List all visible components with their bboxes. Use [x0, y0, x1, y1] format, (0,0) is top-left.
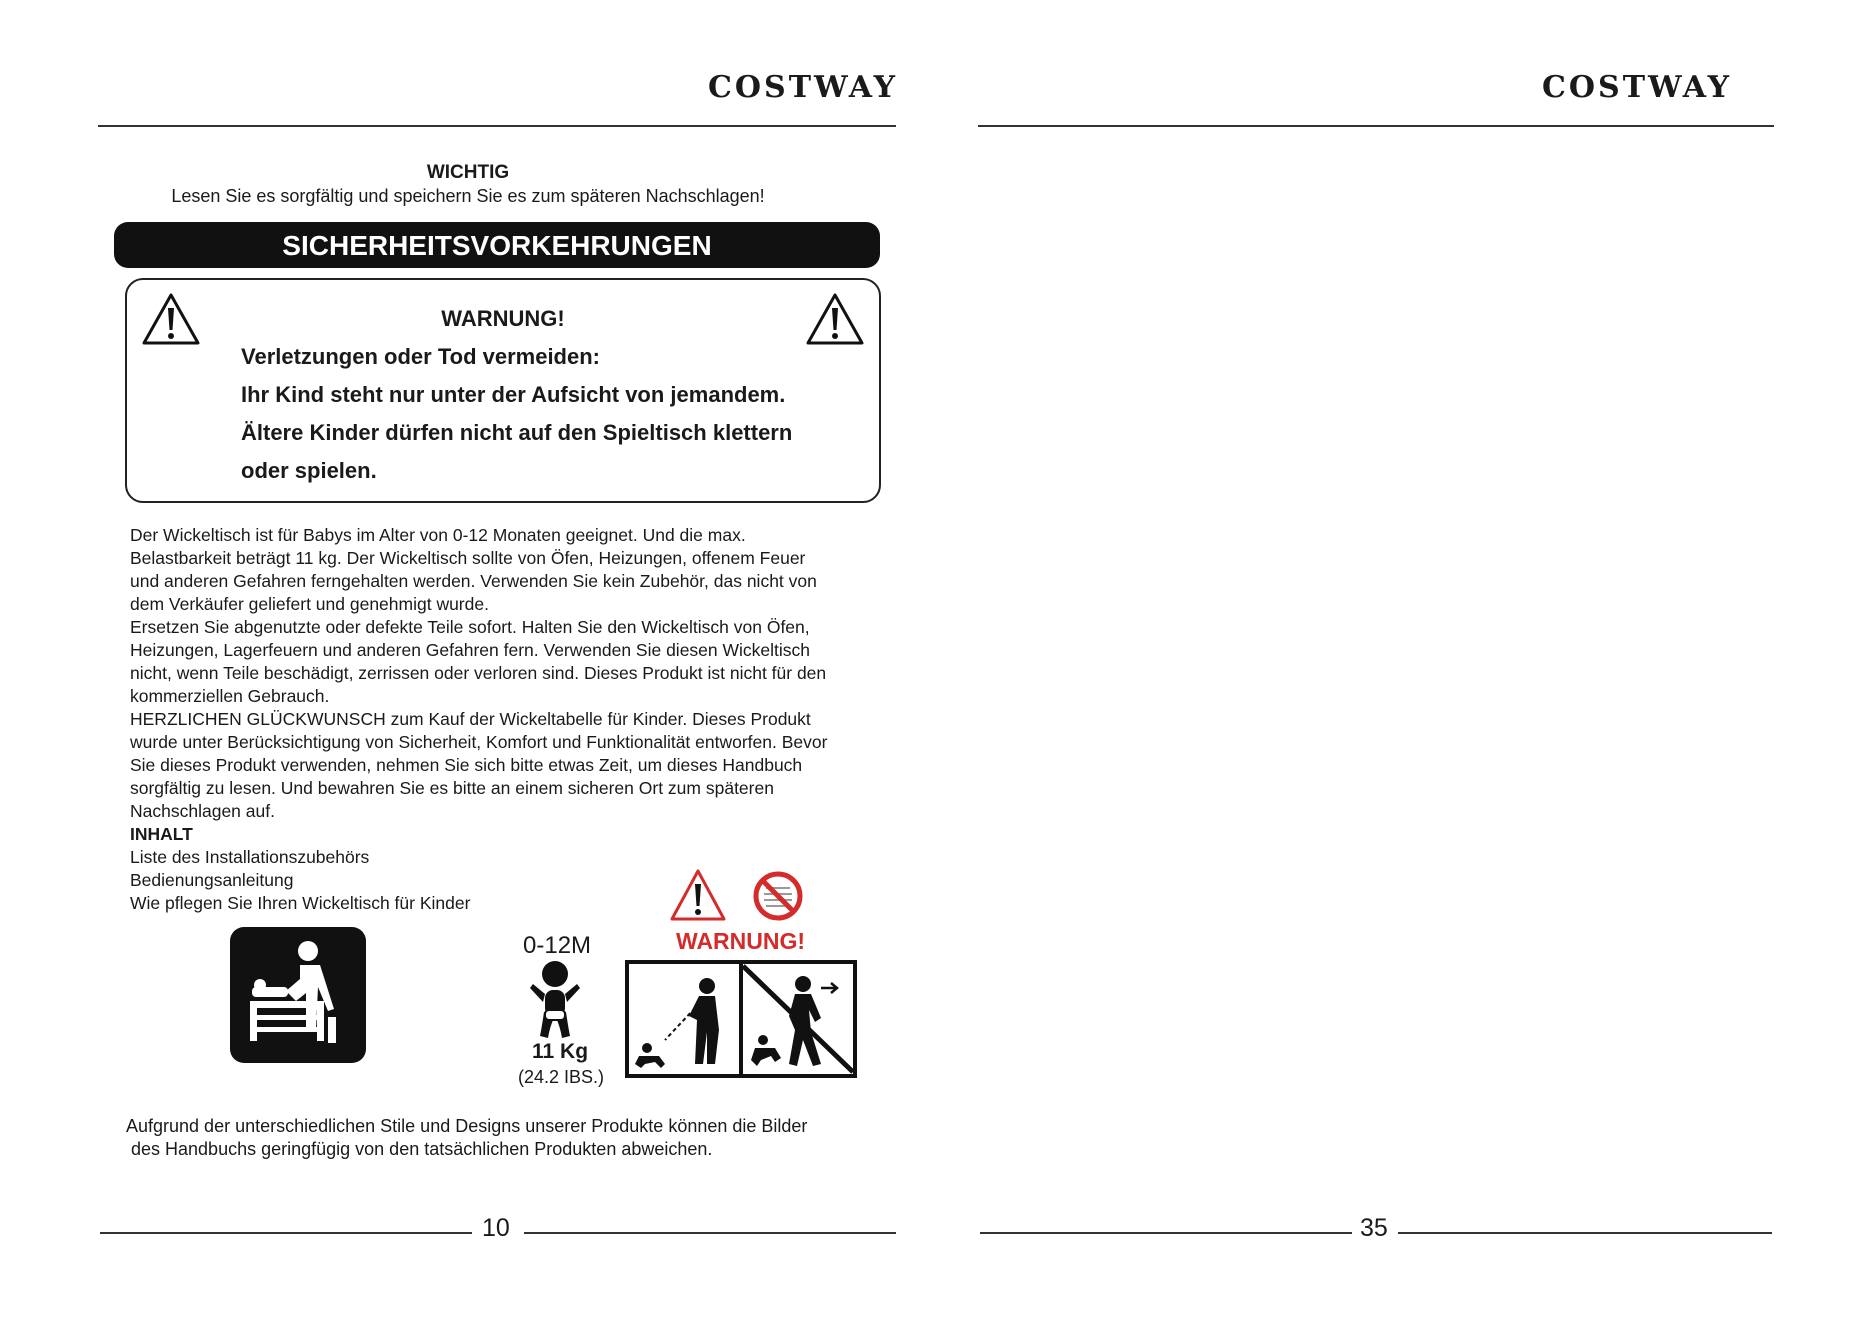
disclaimer-line: des Handbuchs geringfügig von den tatsächlichen Produkten abweichen. — [126, 1139, 713, 1159]
prohibition-icon — [756, 874, 800, 918]
warning-line: Verletzungen oder Tod vermeiden: — [241, 344, 600, 369]
intro-text: Lesen Sie es sorgfältig und speichern Sie es zum späteren Nachschlagen! — [171, 186, 765, 206]
disclaimer — [126, 1115, 807, 1161]
age-range-label: 0-12M — [523, 932, 592, 959]
warning-triangle-icon — [672, 871, 724, 919]
contents-item: Wie pflegen Sie Ihren Wickeltisch für Kinder — [130, 893, 471, 913]
contents-item: Liste des Installationszubehörs — [130, 847, 370, 867]
warning-line: Ihr Kind steht nur unter der Aufsicht von jemandem. — [241, 382, 786, 407]
body-line: sorgfältig zu lesen. Und bewahren Sie es bitte an einem sicheren Ort zum späteren — [130, 778, 774, 798]
warning-line: Ältere Kinder dürfen nicht auf den Spieltisch klettern — [241, 420, 793, 445]
contents-title: INHALT — [130, 824, 193, 844]
warning-box — [125, 278, 881, 503]
body-line: Belastbarkeit beträgt 11 kg. Der Wickeltisch sollte von Öfen, Heizungen, offenem Feuer — [130, 548, 806, 568]
body-line: Heizungen, Lagerfeuern und anderen Gefahren fern. Verwenden Sie diesen Wickeltisch — [130, 640, 811, 660]
right-page — [880, 0, 1816, 1324]
baby-icon — [530, 960, 580, 1042]
body-line: nicht, wenn Teile beschädigt, zerrissen oder verloren sind. Dieses Produkt ist nicht für den — [130, 663, 827, 683]
page-number: 10 — [482, 1214, 510, 1242]
footer-rule — [1398, 1232, 1772, 1234]
contents-item: Bedienungsanleitung — [130, 870, 294, 890]
footer-rule — [100, 1232, 472, 1234]
max-weight-lbs: (24.2 IBS.) — [518, 1067, 605, 1087]
disclaimer-line: Aufgrund der unterschiedlichen Stile und Designs unserer Produkte können die Bilder — [126, 1116, 808, 1136]
body-line: Nachschlagen auf. — [130, 801, 275, 821]
supervision-warning-pictogram — [625, 960, 857, 1078]
max-weight-kg: 11 Kg — [532, 1040, 589, 1063]
footer-rule — [980, 1232, 1352, 1234]
body-line: Sie dieses Produkt verwenden, nehmen Sie sich bitte etwas Zeit, um dieses Handbuch — [130, 755, 803, 775]
body-line: wurde unter Berücksichtigung von Sicherheit, Komfort und Funktionalität entworfen. Bevor — [130, 732, 828, 752]
body-line: dem Verkäufer geliefert und genehmigt wurde. — [130, 594, 489, 614]
brand-logo: COSTWAY — [708, 70, 898, 105]
body-line: und anderen Gefahren ferngehalten werden. Verwenden Sie kein Zubehör, das nicht von — [130, 571, 817, 591]
warning-title: WARNUNG! — [441, 306, 565, 331]
body-line: Ersetzen Sie abgenutzte oder defekte Teile sofort. Halten Sie den Wickeltisch von Öfen, — [130, 617, 810, 637]
body-line: HERZLICHEN GLÜCKWUNSCH zum Kauf der Wickeltabelle für Kinder. Dieses Produkt — [130, 709, 811, 729]
warning-label-red: WARNUNG! — [676, 928, 806, 954]
brand-logo: COSTWAY — [1542, 70, 1732, 105]
header-rule — [978, 125, 1774, 127]
warning-line: oder spielen. — [241, 458, 377, 483]
header-rule — [98, 125, 896, 127]
important-heading: WICHTIG — [426, 162, 510, 183]
body-line: Der Wickeltisch ist für Babys im Alter von 0-12 Monaten geeignet. Und die max. — [130, 525, 746, 545]
body-text — [130, 524, 900, 915]
warning-symbols — [670, 868, 810, 924]
body-line: kommerziellen Gebrauch. — [130, 686, 330, 706]
changing-table-icon — [230, 927, 366, 1063]
page-number: 35 — [1360, 1214, 1388, 1242]
safety-banner: SICHERHEITSVORKEHRUNGEN — [114, 222, 880, 268]
footer-rule — [524, 1232, 896, 1234]
